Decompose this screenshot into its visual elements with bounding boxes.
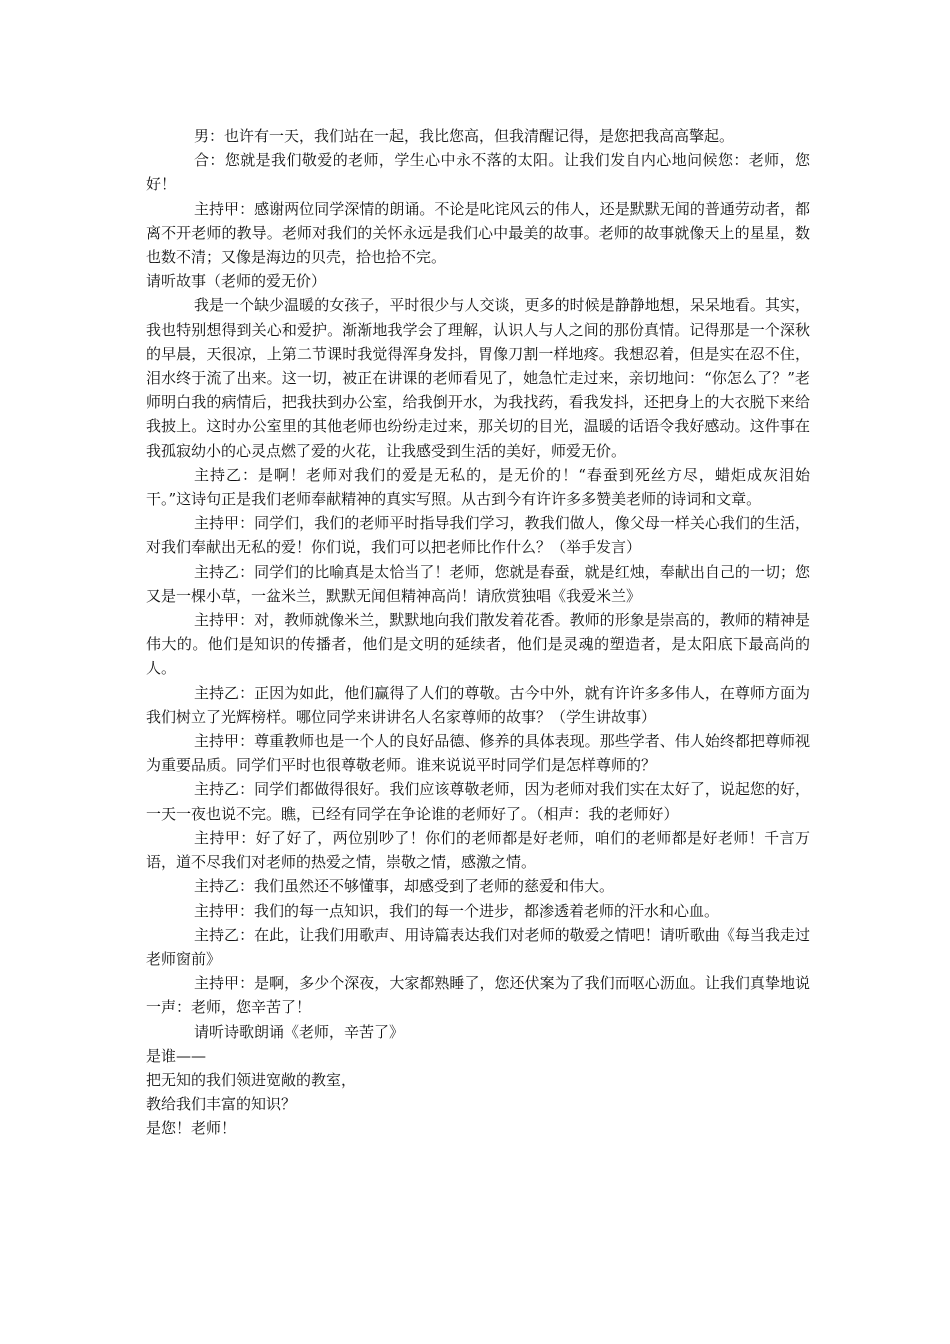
document-page <box>146 124 810 1141</box>
poem-line: 是谁—— <box>146 1046 207 1065</box>
story-paragraph: 我是一个缺少温暖的女孩子，平时很少与人交谈，更多的时候是静静地想，呆呆地看。其实，我也特别想得到关心和爱护。渐渐地我学会了理解，认识人与人之间的那份真情。记得那是一个深秋的早晨，天很凉，上第二节课时我觉得浑身发抖，胃像刀割一样地疼。我想忍着，但是实在忍不住，泪水终于流了出来。这一切，被正在讲课的老师看见了，她急忙走过来，亲切地问：“你怎么了？”老师明白我的病情后，把我扶到办公室，给我倒开水，为我找药，看我发抖，还把身上的大衣脱下来给我披上。这时办公室里的其他老师也纷纷走过来，那关切的目光，温暖的话语令我好感动。这件事在我孤寂幼小的心灵点燃了爱的火花，让我感受到生活的美好，师爱无价。 <box>146 296 810 460</box>
paragraph-11: 主持甲：尊重教师也是一个人的良好品德、修养的具体表现。那些学者、伟人始终都把尊师视为重要品质。同学们平时也很尊敬老师。谁来说说平时同学们是怎样尊师的？ <box>146 732 810 775</box>
paragraph-14: 主持乙：我们虽然还不够懂事，却感受到了老师的慈爱和伟大。 <box>194 877 615 896</box>
poem-line: 把无知的我们领进宽敞的教室， <box>146 1070 357 1089</box>
paragraph-1: 男：也许有一天，我们站在一起，我比您高，但我清醒记得，是您把我高高擎起。 <box>194 127 735 145</box>
poem-intro: 请听诗歌朗诵《老师，辛苦了》 <box>194 1022 405 1041</box>
paragraph-15: 主持甲：我们的每一点知识，我们的每一个进步，都渗透着老师的汗水和心血。 <box>194 901 720 920</box>
section-heading: 请听故事（老师的爱无价） <box>146 272 327 291</box>
paragraph-6: 主持乙：是啊！老师对我们的爱是无私的，是无价的！“春蚕到死丝方尽，蜡炬成灰泪始干。”这诗句正是我们老师奉献精神的真实写照。从古到今有许许多多赞美老师的诗词和文章。 <box>146 465 810 509</box>
paragraph-8: 主持乙：同学们的比喻真是太恰当了！老师，您就是春蚕，就是红烛，奉献出自己的一切；您又是一棵小草，一盆米兰，默默无闻但精神高尚！请欣赏独唱《我爱米兰》 <box>146 562 810 605</box>
paragraph-3: 主持甲：感谢两位同学深情的朗诵。不论是叱诧风云的伟人，还是默默无闻的普通劳动者，都离不开老师的教导。老师对我们的关怀永远是我们心中最美的故事。老师的故事就像天上的星星，数也数不清；又像是海边的贝壳，拾也拾不完。 <box>146 199 810 267</box>
paragraph-12: 主持乙：同学们都做得很好。我们应该尊敬老师，因为老师对我们实在太好了，说起您的好，一天一夜也说不完。瞧，已经有同学在争论谁的老师好了。（相声：我的老师好） <box>146 780 810 823</box>
paragraph-13: 主持甲：好了好了，两位别吵了！你们的老师都是好老师，咱们的老师都是好老师！千言万语，道不尽我们对老师的热爱之情，崇敬之情，感激之情。 <box>146 828 810 872</box>
paragraph-2: 合：您就是我们敬爱的老师，学生心中永不落的太阳。让我们发自内心地问候您：老师，您好！ <box>146 151 810 194</box>
paragraph-10: 主持乙：正因为如此，他们赢得了人们的尊敬。古今中外，就有许许多多伟人，在尊师方面为我们树立了光辉榜样。哪位同学来讲讲名人名家尊师的故事？（学生讲故事） <box>146 683 810 726</box>
paragraph-16: 主持乙：在此，让我们用歌声、用诗篇表达我们对老师的敬爱之情吧！请听歌曲《每当我走过老师窗前》 <box>146 925 810 968</box>
poem-line: 教给我们丰富的知识？ <box>146 1095 297 1114</box>
paragraph-9: 主持甲：对，教师就像米兰，默默地向我们散发着花香。教师的形象是崇高的，教师的精神是伟大的。他们是知识的传播者，他们是文明的延续者，他们是灵魂的塑造者，是太阳底下最高尚的人。 <box>146 611 810 678</box>
poem-line: 是您！老师！ <box>146 1119 237 1138</box>
paragraph-7: 主持甲：同学们，我们的老师平时指导我们学习，教我们做人，像父母一样关心我们的生活，对我们奉献出无私的爱！你们说，我们可以把老师比作什么？（举手发言） <box>146 514 810 557</box>
paragraph-17: 主持甲：是啊，多少个深夜，大家都熟睡了，您还伏案为了我们而呕心沥血。让我们真挚地说一声：老师，您辛苦了！ <box>146 974 810 1017</box>
